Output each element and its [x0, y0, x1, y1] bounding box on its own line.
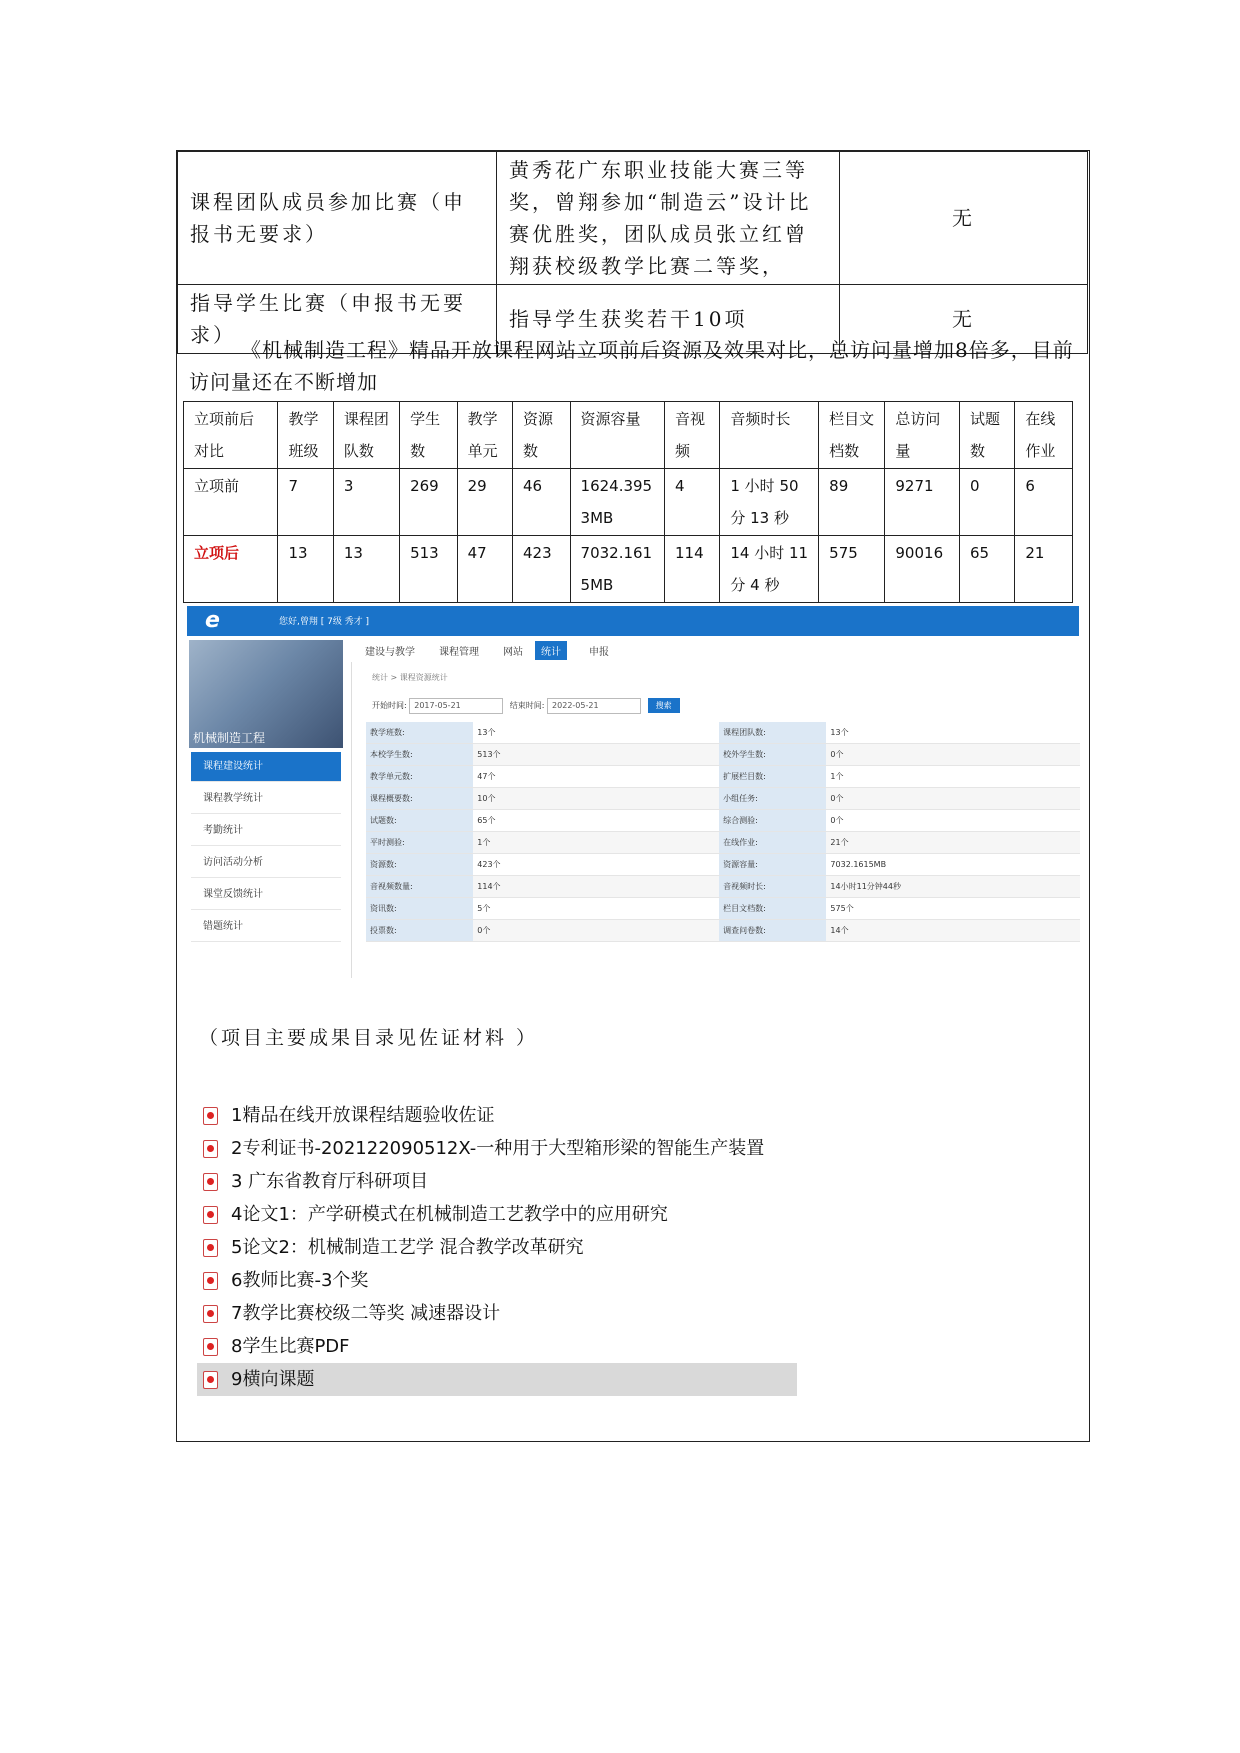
table-row [366, 744, 1080, 766]
row-cell: 1 小时 50 分 13 秒 [720, 469, 819, 536]
stat-label: 课程概要数: [366, 788, 473, 810]
app-header [187, 606, 1079, 636]
stat-value: 47个 [473, 766, 719, 788]
row-cell: 46 [512, 469, 570, 536]
header-cell: 栏目文档数 [819, 402, 885, 469]
end-label: 结束时间: [509, 701, 545, 710]
stat-label: 试题数: [366, 810, 473, 832]
stat-label: 教学单元数: [366, 766, 473, 788]
file-name: 5论文2：机械制造工艺学 混合教学改革研究 [231, 1237, 584, 1258]
stat-value: 13个 [473, 722, 719, 744]
stat-label: 资源容量: [719, 854, 826, 876]
stat-label: 扩展栏目数: [719, 766, 826, 788]
stat-value: 7032.1615MB [826, 854, 1080, 876]
stats-table [366, 722, 1080, 942]
stat-label: 平时测验: [366, 832, 473, 854]
stat-value: 1个 [473, 832, 719, 854]
sidebar-item-teaching-stats[interactable]: 课程教学统计 [191, 784, 341, 814]
pdf-icon [203, 1107, 218, 1125]
row-content: 黄秀花广东职业技能大赛三等奖，曾翔参加“制造云”设计比赛优胜奖，团队成员张立红曾翔获校级教学比赛二等奖， [497, 152, 840, 285]
stat-label: 校外学生数: [719, 744, 826, 766]
search-button[interactable]: 搜索 [648, 698, 680, 713]
row-cell: 3 [333, 469, 399, 536]
row-result: 无 [840, 152, 1088, 285]
comparison-table [183, 401, 1073, 603]
comparison-row-before [184, 469, 1073, 536]
row-cell: 13 [333, 536, 399, 603]
logo: e [205, 608, 220, 633]
header-cell: 在线作业 [1015, 402, 1073, 469]
row-cell: 7032.1615MB [570, 536, 664, 603]
row-cell: 14 小时 11 分 4 秒 [720, 536, 819, 603]
stat-value: 5个 [473, 898, 719, 920]
file-name: 6教师比赛-3个奖 [231, 1270, 369, 1291]
date-filters [372, 698, 680, 714]
table-row [366, 722, 1080, 744]
file-item[interactable] [197, 1297, 797, 1330]
file-name: 7教学比赛校级二等奖 减速器设计 [231, 1303, 501, 1324]
tab-build-teaching[interactable]: 建设与教学 [365, 647, 415, 658]
intro-paragraph: 《机械制造工程》精品开放课程网站立项前后资源及效果对比，总访问量增加8倍多，目前访问量还在不断增加 [189, 338, 1074, 394]
stat-value: 0个 [826, 788, 1080, 810]
row-cell: 423 [512, 536, 570, 603]
sidebar-item-visit-analysis[interactable]: 访问活动分析 [191, 848, 341, 878]
row-cell: 47 [457, 536, 512, 603]
file-name: 9横向课题 [231, 1369, 315, 1390]
stat-value: 575个 [826, 898, 1080, 920]
row-cell: 114 [664, 536, 719, 603]
row-content: 指导学生获奖若干10项 [497, 285, 840, 354]
stat-value: 1个 [826, 766, 1080, 788]
start-label: 开始时间: [372, 701, 407, 710]
stat-label: 资讯数: [366, 898, 473, 920]
file-name: 3 广东省教育厅科研项目 [231, 1171, 429, 1192]
tab-apply[interactable]: 申报 [589, 647, 609, 658]
stat-label: 音视频数量: [366, 876, 473, 898]
breadcrumb: 统计 > 课程资源统计 [372, 673, 448, 682]
stat-value: 14个 [826, 920, 1080, 942]
pdf-icon [203, 1140, 218, 1158]
row-cell: 9271 [885, 469, 960, 536]
row-cell: 269 [400, 469, 458, 536]
stat-value: 13个 [826, 722, 1080, 744]
row-label: 指导学生比赛（申报书无要求） [178, 285, 497, 354]
pdf-icon [203, 1272, 218, 1290]
stats-panel [351, 662, 1080, 978]
file-name: 2专利证书-202122090512X-一种用于大型箱形梁的智能生产装置 [231, 1138, 765, 1159]
row-cell: 7 [278, 469, 333, 536]
file-item[interactable] [197, 1165, 797, 1198]
file-item[interactable] [197, 1099, 797, 1132]
stat-value: 513个 [473, 744, 719, 766]
header-cell: 教学单元 [457, 402, 512, 469]
pdf-icon [203, 1371, 218, 1389]
row-cell: 89 [819, 469, 885, 536]
stat-label: 综合测验: [719, 810, 826, 832]
row-cell: 90016 [885, 536, 960, 603]
file-item[interactable] [197, 1231, 797, 1264]
row-cell: 0 [960, 469, 1015, 536]
tab-website[interactable]: 网站 [503, 647, 523, 658]
stat-value: 10个 [473, 788, 719, 810]
end-date-input[interactable]: 2022-05-21 [547, 698, 641, 714]
table-row [366, 788, 1080, 810]
table-row [366, 832, 1080, 854]
stat-label: 投票数: [366, 920, 473, 942]
awards-table [177, 151, 1088, 354]
stat-value: 423个 [473, 854, 719, 876]
stat-label: 音视频时长: [719, 876, 826, 898]
header-cell: 资源数 [512, 402, 570, 469]
file-item[interactable] [197, 1264, 797, 1297]
header-cell: 课程团队数 [333, 402, 399, 469]
top-nav [347, 638, 1079, 660]
pdf-icon [203, 1338, 218, 1356]
sidebar-item-wrong-question-stats[interactable]: 错题统计 [191, 912, 341, 942]
row-result: 无 [840, 285, 1088, 354]
row-cell: 立项后 [184, 536, 278, 603]
comparison-header-row [184, 402, 1073, 469]
header-cell: 学生数 [400, 402, 458, 469]
row-label: 课程团队成员参加比赛（申报书无要求） [178, 152, 497, 285]
file-name: 1精品在线开放课程结题验收佐证 [231, 1105, 495, 1126]
stat-label: 小组任务: [719, 788, 826, 810]
table-row [366, 920, 1080, 942]
pdf-icon [203, 1305, 218, 1323]
file-item[interactable] [197, 1198, 797, 1231]
stat-value: 0个 [826, 744, 1080, 766]
stat-label: 课程团队数: [719, 722, 826, 744]
table-row [178, 152, 1088, 285]
table-row [366, 876, 1080, 898]
sidebar-item-attendance-stats[interactable]: 考勤统计 [191, 816, 341, 846]
header-cell: 资源容量 [570, 402, 664, 469]
row-cell: 6 [1015, 469, 1073, 536]
table-row [366, 854, 1080, 876]
pdf-icon [203, 1206, 218, 1224]
stat-value: 0个 [473, 920, 719, 942]
file-item[interactable] [197, 1330, 797, 1363]
stat-label: 资源数: [366, 854, 473, 876]
statistics-screenshot [187, 606, 1079, 978]
table-row [366, 898, 1080, 920]
stat-label: 栏目文档数: [719, 898, 826, 920]
file-item-selected[interactable] [197, 1363, 797, 1396]
row-cell: 1624.3953MB [570, 469, 664, 536]
row-cell: 13 [278, 536, 333, 603]
header-cell: 教学班级 [278, 402, 333, 469]
header-cell: 总访问量 [885, 402, 960, 469]
table-row [366, 810, 1080, 832]
pdf-icon [203, 1239, 218, 1257]
start-date-input[interactable]: 2017-05-21 [409, 698, 503, 714]
comparison-row-after [184, 536, 1073, 603]
row-cell: 65 [960, 536, 1015, 603]
row-cell: 立项前 [184, 469, 278, 536]
sidebar-item-course-build-stats[interactable]: 课程建设统计 [191, 752, 341, 782]
file-item[interactable] [197, 1132, 797, 1165]
file-name: 4论文1：产学研模式在机械制造工艺教学中的应用研究 [231, 1204, 668, 1225]
pdf-icon [203, 1173, 218, 1191]
row-cell: 21 [1015, 536, 1073, 603]
header-cell: 音频时长 [720, 402, 819, 469]
file-name: 8学生比赛PDF [231, 1336, 350, 1357]
tab-course-management[interactable]: 课程管理 [439, 647, 479, 658]
course-cover-image [189, 640, 343, 748]
row-cell: 4 [664, 469, 719, 536]
stat-value: 114个 [473, 876, 719, 898]
stat-value: 0个 [826, 810, 1080, 832]
stat-label: 在线作业: [719, 832, 826, 854]
stat-label: 调查问卷数: [719, 920, 826, 942]
stat-value: 21个 [826, 832, 1080, 854]
sidebar [187, 638, 345, 978]
row-cell: 513 [400, 536, 458, 603]
row-cell: 575 [819, 536, 885, 603]
stat-value: 65个 [473, 810, 719, 832]
header-cell: 音视频 [664, 402, 719, 469]
stat-label: 本校学生数: [366, 744, 473, 766]
header-cell: 立项前后对比 [184, 402, 278, 469]
document-frame [176, 150, 1090, 1442]
row-cell: 29 [457, 469, 512, 536]
stat-label: 教学班数: [366, 722, 473, 744]
tab-statistics[interactable]: 统计 [535, 641, 567, 660]
user-greeting: 您好,曾翔 [ 7级 秀才 ] [279, 617, 370, 627]
evidence-note: （项目主要成果目录见佐证材料 ） [199, 1027, 539, 1049]
sidebar-item-feedback-stats[interactable]: 课堂反馈统计 [191, 880, 341, 910]
stat-value: 14小时11分钟44秒 [826, 876, 1080, 898]
header-cell: 试题数 [960, 402, 1015, 469]
course-name: 机械制造工程 [193, 731, 266, 745]
file-list [197, 1099, 797, 1396]
table-row [366, 766, 1080, 788]
